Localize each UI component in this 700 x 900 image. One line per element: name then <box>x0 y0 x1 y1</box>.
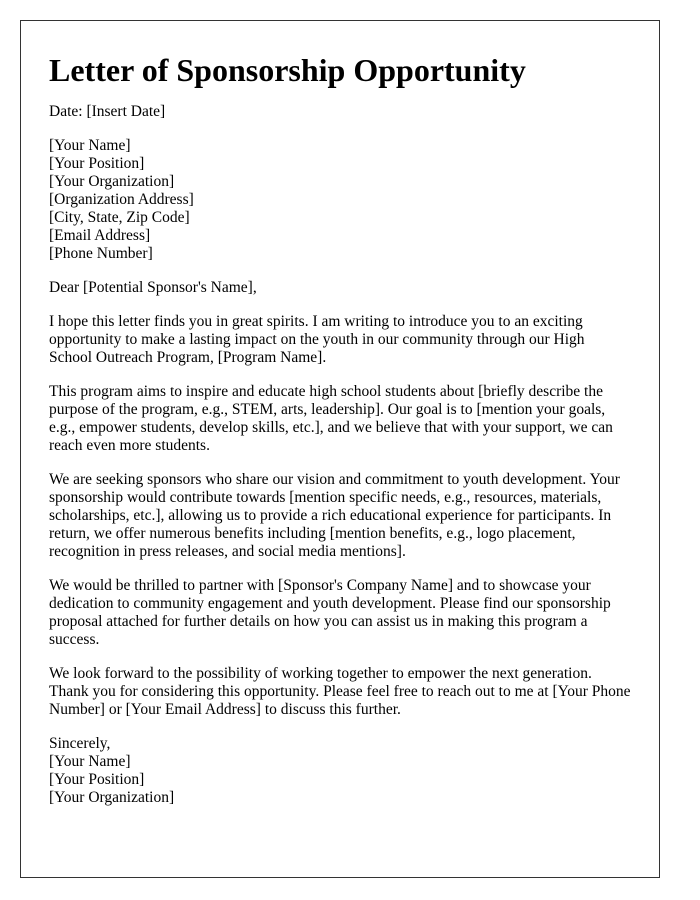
sender-address: [Organization Address] <box>49 191 194 208</box>
body-paragraph: We look forward to the possibility of working together to empower the next generation. Thank you for considering this opportunity. Please feel free to reach out to me at [Your Phone Number] or [Your Email Address] to discuss this further. <box>49 665 631 718</box>
body-paragraph: This program aims to inspire and educate high school students about [briefly describe the purpose of the program, e.g., STEM, arts, leadership]. Our goal is to [mention your goals, e.g., empower students, develop skills, etc.], and we believe that with your support, we can reach even more students. <box>49 383 613 454</box>
closing: Sincerely, <box>49 735 111 752</box>
body-paragraph: We are seeking sponsors who share our vision and commitment to youth development. Your sponsorship would contribute towards [mention specific needs, e.g., resources, materials, scholarships, etc.], allowing us to provide a rich educational experience for participants. In return, we offer numerous benefits including [mention benefits, e.g., logo placement, recognition in press releases, and social media mentions]. <box>49 471 620 560</box>
body-paragraph: I hope this letter finds you in great spirits. I am writing to introduce you to an exciting opportunity to make a lasting impact on the youth in our community through our High School Outreach Program, [Program Name]. <box>49 313 585 366</box>
letter-date: Date: [Insert Date] <box>49 103 166 120</box>
sender-block <box>49 137 631 263</box>
signature-name: [Your Name] <box>49 753 131 770</box>
sender-city-state-zip: [City, State, Zip Code] <box>49 209 190 226</box>
letter-title: Letter of Sponsorship Opportunity <box>49 52 526 88</box>
sender-name: [Your Name] <box>49 137 131 154</box>
body-paragraph: We would be thrilled to partner with [Sponsor's Company Name] and to showcase your dedication to community engagement and youth development. Please find our sponsorship proposal attached for further details on how you can assist us in making this program a success. <box>49 577 611 648</box>
signature-position: [Your Position] <box>49 771 145 788</box>
sender-organization: [Your Organization] <box>49 173 175 190</box>
closing-block <box>49 735 631 807</box>
letter-page <box>20 20 660 878</box>
sender-position: [Your Position] <box>49 155 145 172</box>
signature-organization: [Your Organization] <box>49 789 175 806</box>
salutation: Dear [Potential Sponsor's Name], <box>49 279 257 296</box>
sender-email: [Email Address] <box>49 227 151 244</box>
sender-phone: [Phone Number] <box>49 245 153 262</box>
